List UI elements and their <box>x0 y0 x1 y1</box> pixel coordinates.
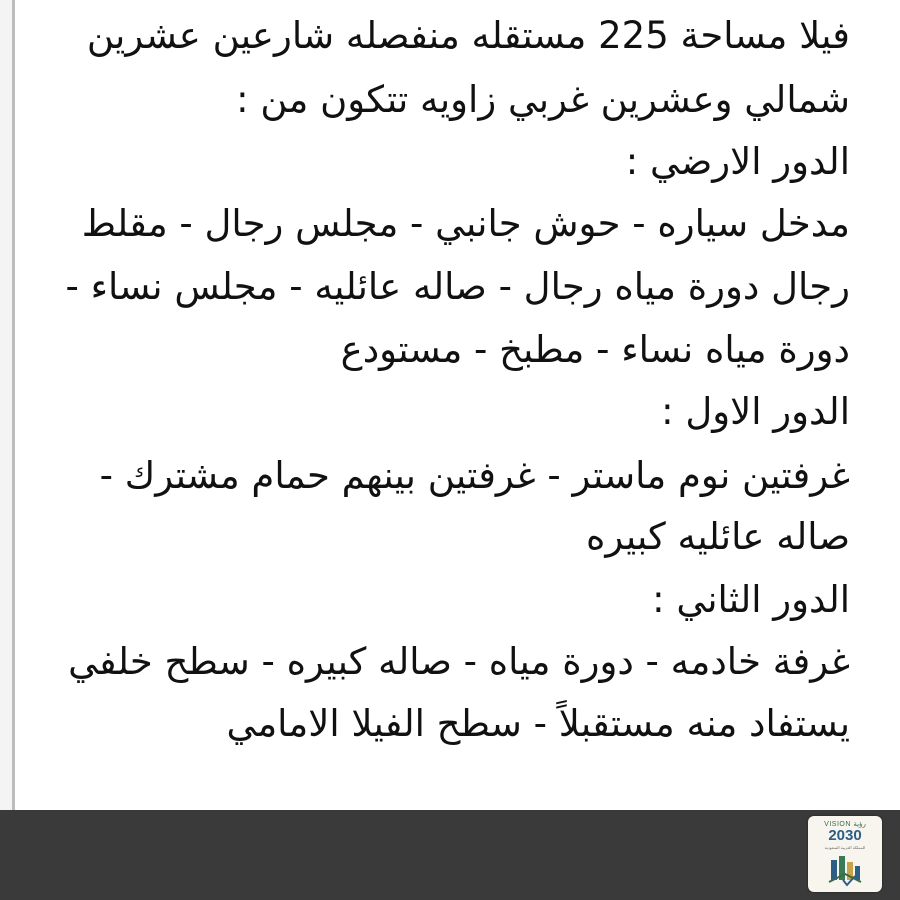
section-heading-second-floor: الدور الثاني : <box>652 578 850 621</box>
text-line: يستفاد منه مستقبلاً - سطح الفيلا الامامي <box>226 702 850 745</box>
logo-year: 2030 <box>828 827 862 844</box>
text-line: صاله عائليه كبيره <box>586 515 850 558</box>
text-line: غرفتين نوم ماستر - غرفتين بينهم حمام مشترك - <box>99 454 850 497</box>
logo-top-text: VISION رؤية <box>824 821 866 828</box>
text-line: دورة مياه نساء - مطبخ - مستودع <box>340 328 850 371</box>
logo-caption: المملكة العربية السعودية <box>824 845 866 850</box>
listing-text <box>65 0 850 810</box>
logo-emblem-icon <box>825 852 865 888</box>
text-line: غرفة خادمه - دورة مياه - صاله كبيره - سطح خلفي <box>68 640 850 683</box>
vision-2030-logo <box>808 816 882 892</box>
section-heading-first-floor: الدور الاول : <box>661 390 850 433</box>
text-line: مدخل سياره - حوش جانبي - مجلس رجال - مقلط <box>81 202 850 245</box>
text-line: شمالي وعشرين غربي زاويه تتكون من : <box>236 78 850 121</box>
bottom-bar <box>0 810 900 900</box>
text-line: رجال دورة مياه رجال - صاله عائليه - مجلس نساء - <box>65 265 850 308</box>
text-line: فيلا مساحة 225 مستقله منفصله شارعين عشرين <box>86 14 850 57</box>
left-edge-border <box>0 0 15 810</box>
section-heading-ground-floor: الدور الارضي : <box>625 140 850 183</box>
